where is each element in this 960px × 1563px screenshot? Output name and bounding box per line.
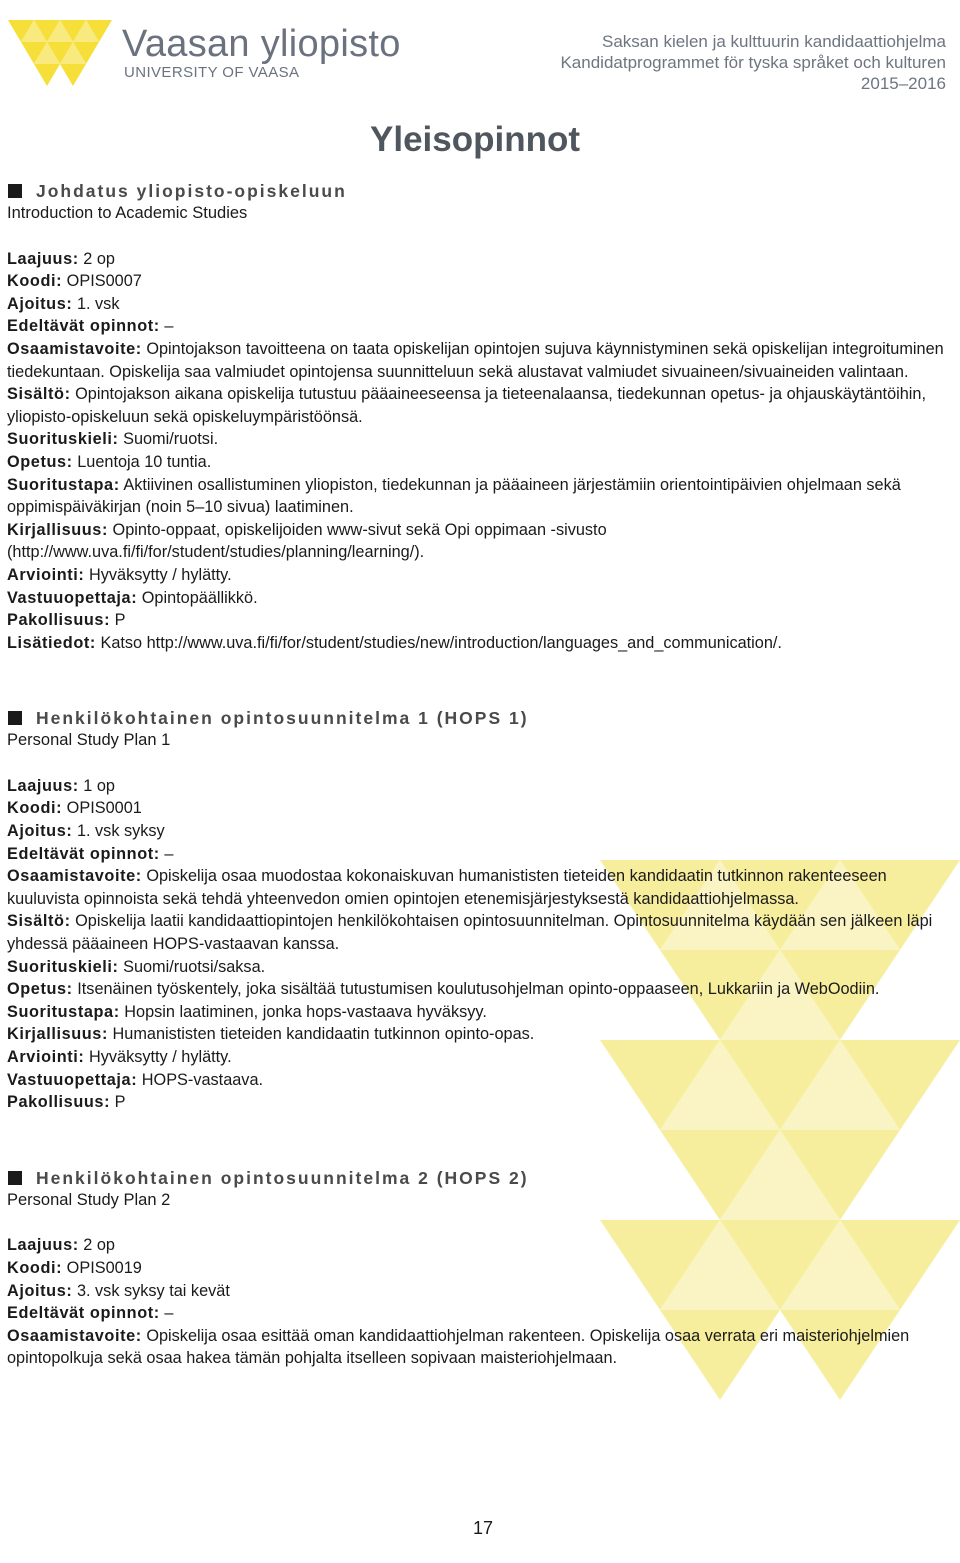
course-title [7,707,957,729]
university-logo-icon [8,12,112,92]
field-laajuus: Laajuus: 2 op [7,249,115,268]
field-pakollisuus: Pakollisuus: P [7,611,126,630]
program-name-fi: Saksan kielen ja kulttuurin kandidaattiohjelma [602,32,946,51]
field-edeltavat: Edeltävät opinnot: – [7,844,174,863]
field-koodi: Koodi: OPIS0007 [7,272,142,291]
course-entry [7,180,957,654]
course-title [7,180,957,202]
course-title-text: Henkilökohtainen opintosuunnitelma 1 (HOPS 1) [36,708,529,729]
field-kirjallisuus: Kirjallisuus: Opinto-oppaat, opiskelijoiden www-sivut sekä Opi oppimaan -sivusto (http://www.uva.fi/fi/for/student/studies/planning/learning/). [7,520,607,562]
field-vastuuopettaja: Vastuuopettaja: Opintopäällikkö. [7,588,258,607]
field-edeltavat: Edeltävät opinnot: – [7,1304,174,1323]
section-title: Yleisopinnot [370,120,580,159]
bullet-square-icon [8,184,22,198]
field-ajoitus: Ajoitus: 1. vsk syksy [7,822,165,841]
field-lisatiedot: Lisätiedot: Katso http://www.uva.fi/fi/for/student/studies/new/introduction/languages_and_communication/. [7,633,782,652]
course-title-en: Personal Study Plan 2 [7,1190,171,1209]
university-name-en: UNIVERSITY OF VAASA [124,64,300,81]
field-osaamistavoite: Osaamistavoite: Opiskelija osaa esittää oman kandidaattiohjelman rakenteen. Opiskelija osaa verrata eri maisteriohjelmien opintopolkuja sekä osaa hakea tämän pohjalta itselleen sopivaan maisteriohjelmaan. [7,1326,910,1368]
field-suoritustapa: Suoritustapa: Aktiivinen osallistuminen yliopiston, tiedekunnan ja pääaineen järjestämiin orientointipäivien ohjelmaan sekä oppimispäiväkirjan (noin 5–10 sivua) laatiminen. [7,475,901,517]
course-entry [7,1167,957,1370]
field-suoritustapa: Suoritustapa: Hopsin laatiminen, jonka hops-vastaava hyväksyy. [7,1002,487,1021]
academic-years: 2015–2016 [860,74,946,93]
field-ajoitus: Ajoitus: 3. vsk syksy tai kevät [7,1281,230,1300]
course-title-text: Henkilökohtainen opintosuunnitelma 2 (HOPS 2) [36,1167,529,1188]
field-edeltavat: Edeltävät opinnot: – [7,317,174,336]
bullet-square-icon [8,1171,22,1185]
field-arviointi: Arviointi: Hyväksytty / hylätty. [7,565,232,584]
field-koodi: Koodi: OPIS0001 [7,799,142,818]
field-opetus: Opetus: Itsenäinen työskentely, joka sisältää tutustumisen koulutusohjelman opinto-oppaaseen, Lukkariin ja WebOodiin. [7,980,880,999]
field-pakollisuus: Pakollisuus: P [7,1093,126,1112]
page-header [0,0,960,100]
field-sisalto: Sisältö: Opintojakson aikana opiskelija tutustuu pääaineeseensa ja tieteenalaansa, tiedekunnan opetus- ja ohjauskäytäntöihin, yliopisto-opiskeluun sekä opiskeluympäristöönsä. [7,385,926,426]
university-name: Vaasan yliopisto [122,23,401,65]
field-opetus: Opetus: Luentoja 10 tuntia. [7,452,212,471]
field-osaamistavoite: Osaamistavoite: Opintojakson tavoitteena on taata opiskelijan opintojen sujuva käynnistyminen sekä opiskelijan integroituminen tiedekuntaan. Opiskelija saa valmiudet opintojensa suunnitteluun sekä alustavat valmiudet sivuaineen/sivuaineiden valintaan. [7,339,944,381]
field-suorituskieli: Suorituskieli: Suomi/ruotsi/saksa. [7,957,266,976]
field-vastuuopettaja: Vastuuopettaja: HOPS-vastaava. [7,1070,264,1089]
course-entry [7,707,957,1114]
page-number: 17 [473,1518,494,1538]
program-name-sv: Kandidatprogrammet för tyska språket och kulturen [560,53,946,72]
field-koodi: Koodi: OPIS0019 [7,1258,142,1277]
course-list [7,180,957,1423]
field-osaamistavoite: Osaamistavoite: Opiskelija osaa muodostaa kokonaiskuvan humanististen tieteiden kandidaatin tutkinnon rakenteeseen kuuluvista opinnoista sekä tehdä yhteenvedon omien opintojen etenemisjärjestyksestä kandidaattiohjelmassa. [7,867,887,908]
field-suorituskieli: Suorituskieli: Suomi/ruotsi. [7,430,219,449]
field-kirjallisuus: Kirjallisuus: Humanististen tieteiden kandidaatin tutkinnon opinto-opas. [7,1025,535,1044]
program-info [560,31,946,94]
field-ajoitus: Ajoitus: 1. vsk [7,294,120,313]
course-title-text: Johdatus yliopisto-opiskeluun [36,181,347,201]
course-title [7,1167,957,1189]
bullet-square-icon [8,711,22,725]
field-laajuus: Laajuus: 1 op [7,776,115,795]
field-sisalto: Sisältö: Opiskelija laatii kandidaattiopintojen henkilökohtaisen opintosuunnitelman. Opintosuunnitelma käydään sen jälkeen läpi yhdessä pääaineen HOPS-vastaavan kanssa. [7,912,933,954]
field-laajuus: Laajuus: 2 op [7,1236,115,1255]
field-arviointi: Arviointi: Hyväksytty / hylätty. [7,1048,232,1066]
course-title-en: Personal Study Plan 1 [7,731,171,750]
course-title-en: Introduction to Academic Studies [7,204,248,222]
